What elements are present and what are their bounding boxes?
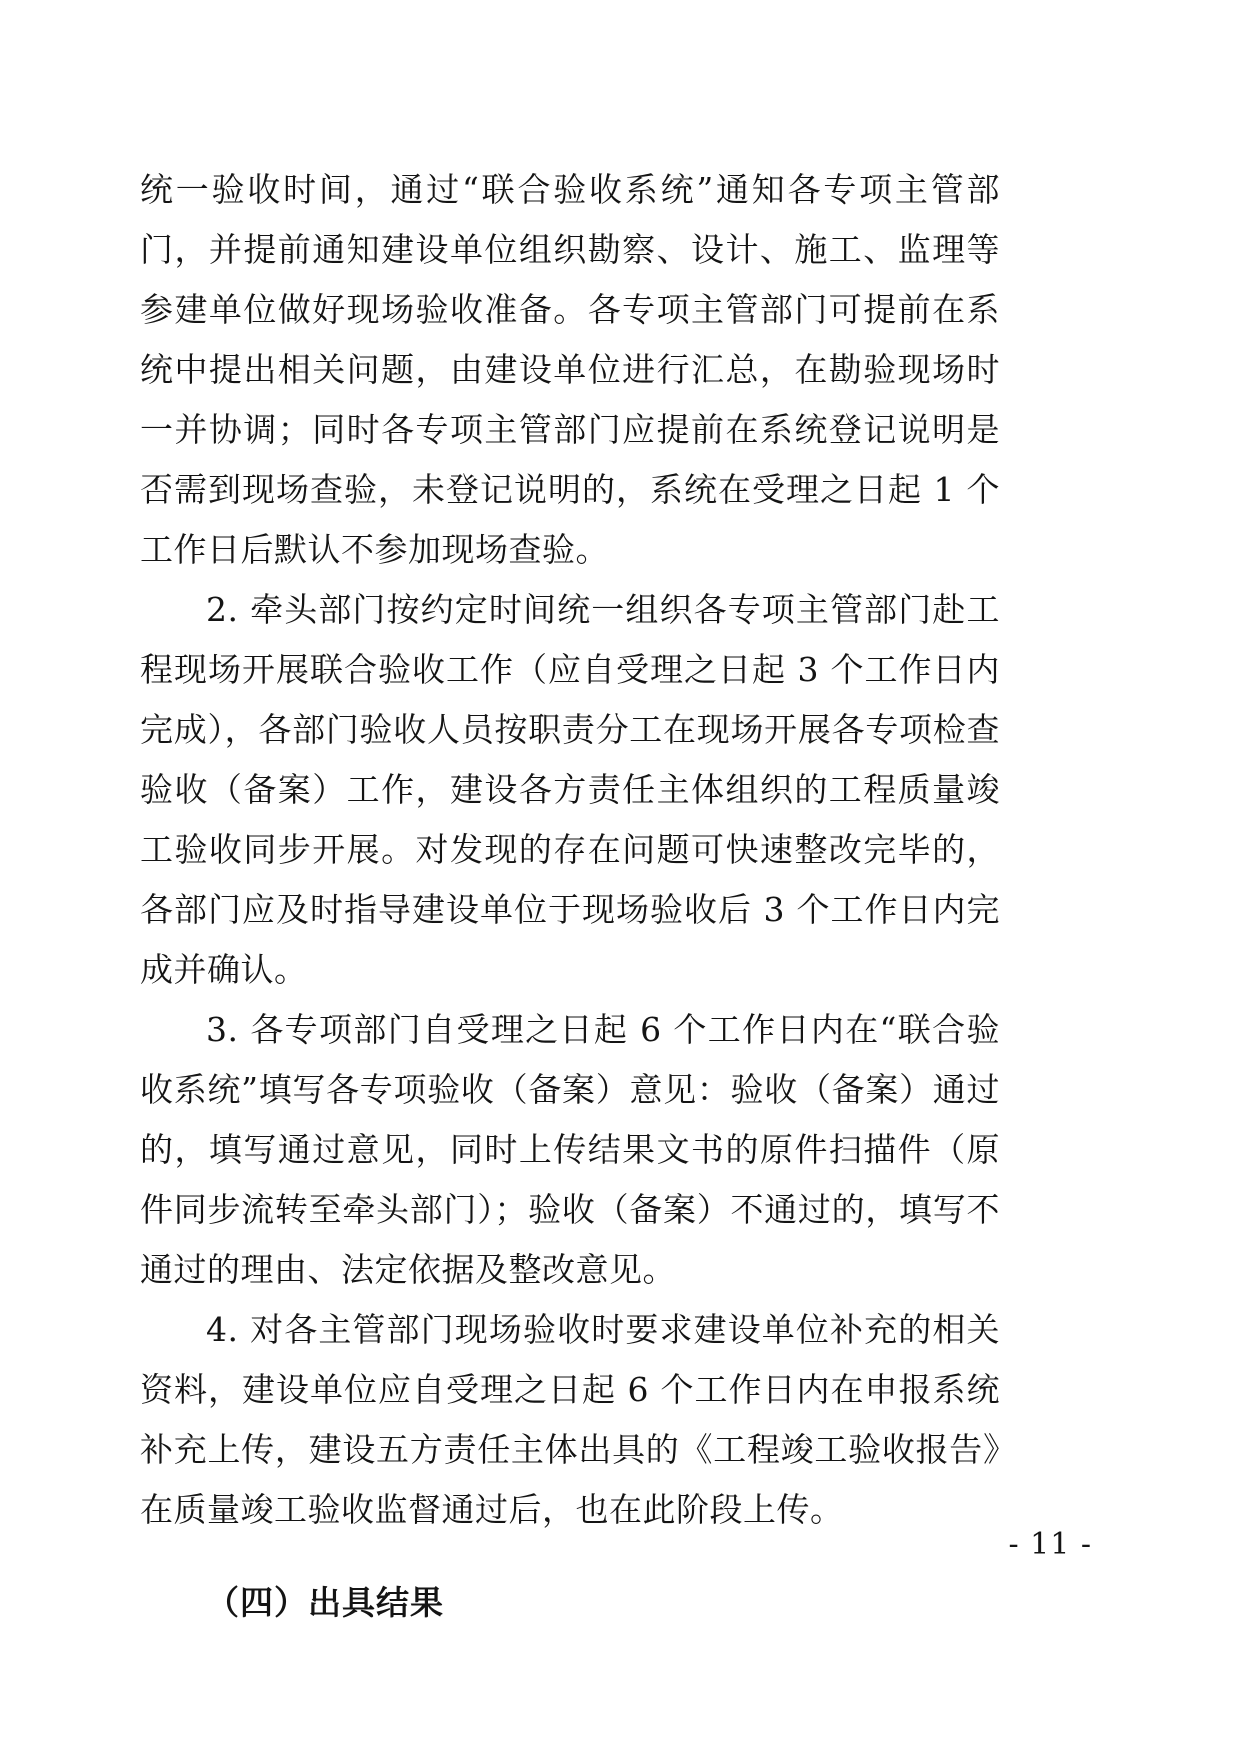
paragraph-item-3: 3. 各专项部门自受理之日起 6 个工作日内在“联合验收系统”填写各专项验收（备案）意见：验收（备案）通过的，填写通过意见，同时上传结果文书的原件扫描件（原件同步流转至牵头部门）；验收（备案）不通过的，填写不通过的理由、法定依据及整改意见。 (140, 1010, 1000, 1289)
paragraph-continuation: 统一验收时间，通过“联合验收系统”通知各专项主管部门，并提前通知建设单位组织勘察、设计、施工、监理等参建单位做好现场验收准备。各专项主管部门可提前在系统中提出相关问题，由建设单位进行汇总，在勘验现场时一并协调；同时各专项主管部门应提前在系统登记说明是否需到现场查验，未登记说明的，系统在受理之日起 1 个工作日后默认不参加现场查验。 (140, 170, 1000, 569)
section-heading: （四）出具结果 (206, 1583, 444, 1622)
page-content (140, 160, 1000, 1666)
page-number: - 11 - (1008, 1527, 1092, 1562)
paragraph-item-4: 4. 对各主管部门现场验收时要求建设单位补充的相关资料，建设单位应自受理之日起 6 个工作日内在申报系统补充上传，建设五方责任主体出具的《工程竣工验收报告》在质量竣工验收监督通过后，也在此阶段上传。 (140, 1310, 1000, 1529)
paragraph-item-2: 2. 牵头部门按约定时间统一组织各专项主管部门赴工程现场开展联合验收工作（应自受理之日起 3 个工作日内完成），各部门验收人员按职责分工在现场开展各专项检查验收（备案）工作，建设各方责任主体组织的工程质量竣工验收同步开展。对发现的存在问题可快速整改完毕的，各部门应及时指导建设单位于现场验收后 3 个工作日内完成并确认。 (140, 590, 1000, 989)
